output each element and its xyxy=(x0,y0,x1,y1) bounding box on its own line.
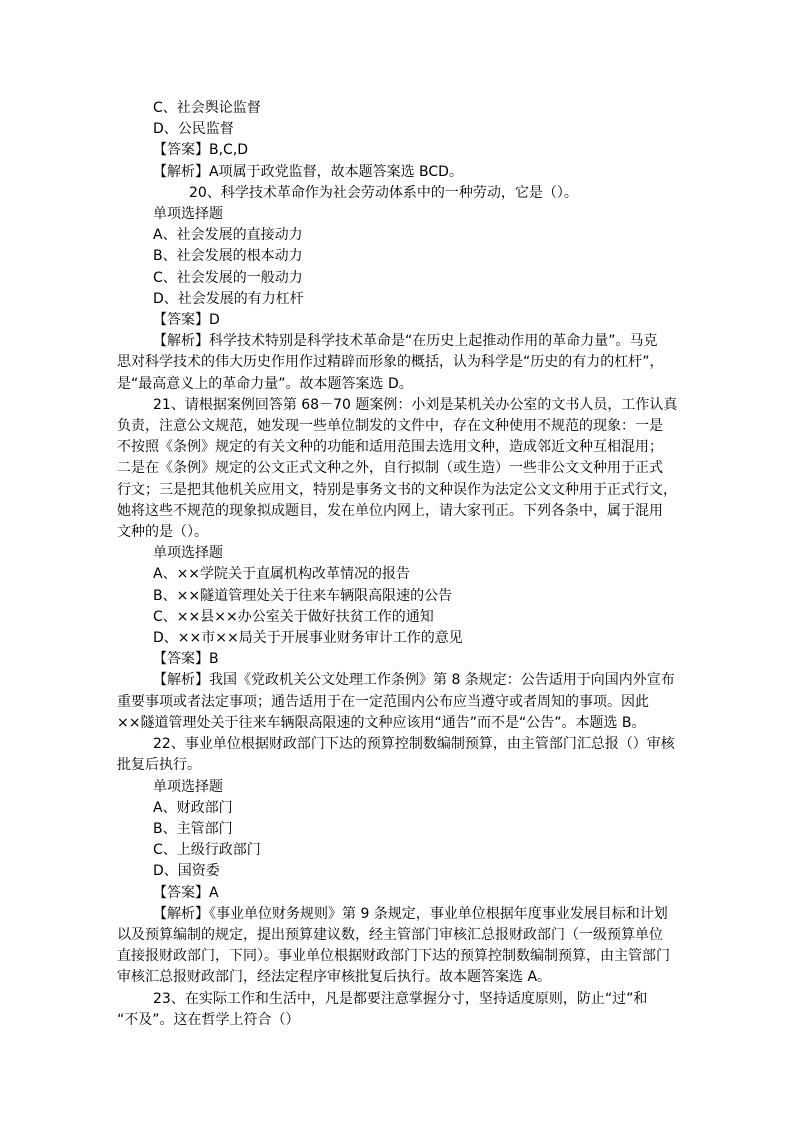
text-line: 20、科学技术革命作为社会劳动体系中的一种劳动，它是（）。 xyxy=(189,184,578,201)
text-line: 批复后执行。 xyxy=(117,757,201,774)
text-line: 以及预算编制的规定，提出预算建议数，经主管部门审核汇总报财政部门（一级预算单位 xyxy=(117,926,663,943)
text-line: D、公民监督 xyxy=(153,121,234,138)
text-line: 【答案】B xyxy=(153,651,219,668)
text-line: 不按照《条例》规定的有关文种的功能和适用范围去选用文种，造成邻近文种互相混用； xyxy=(117,439,663,456)
text-line: A、社会发展的直接动力 xyxy=(153,227,303,244)
text-line: D、社会发展的有力杠杆 xyxy=(153,290,304,307)
text-line: 22、事业单位根据财政部门下达的预算控制数编制预算，由主管部门汇总报（）审核 xyxy=(153,736,675,753)
text-line: 【解析】科学技术特别是科学技术革命是“在历史上起推动作用的革命力量”。马克 xyxy=(153,333,658,350)
text-line: 文种的是（）。 xyxy=(117,524,208,541)
text-line: 审核汇总报财政部门，经法定程序审核批复后执行。故本题答案选 A。 xyxy=(117,969,552,986)
text-line: B、主管部门 xyxy=(153,820,233,837)
text-line: 是“最高意义上的革命力量”。故本题答案选 D。 xyxy=(117,375,413,392)
text-line: 【答案】A xyxy=(153,884,219,901)
text-line: C、××县××办公室关于做好扶贫工作的通知 xyxy=(153,608,434,625)
text-line: ××隧道管理处关于往来车辆限高限速的文种应该用“通告”而不是“公告”。本题选 B。 xyxy=(117,714,646,731)
text-line: 她将这些不规范的现象拟成题目，发在单位内网上，请大家刊正。下列各条中，属于混用 xyxy=(117,502,663,519)
text-line: 负责，注意公文规范，她发现一些单位制发的文件中，存在文种使用不规范的现象：一是 xyxy=(117,418,663,435)
text-line: 23、在实际工作和生活中，凡是都要注意掌握分寸，坚持适度原则，防止“过”和 xyxy=(153,990,648,1007)
text-line: “不及”。这在哲学上符合（） xyxy=(117,1011,300,1028)
text-line: 直接报财政部门，下同）。事业单位根据财政部门下达的预算控制数编制预算，由主管部门 xyxy=(117,948,670,965)
text-line: C、上级行政部门 xyxy=(153,842,261,859)
text-line: 二是在《条例》规定的公文正式文种之外，自行拟制（或生造）一些非公文文种用于正式 xyxy=(117,460,663,477)
text-line: 【答案】B,C,D xyxy=(153,142,249,159)
text-line: A、财政部门 xyxy=(153,799,233,816)
text-line: 【答案】D xyxy=(153,312,220,329)
text-line: 思对科学技术的伟大历史作用作过精辟而形象的概括，认为科学是“历史的有力的杠杆”， xyxy=(117,354,664,371)
text-line: 【解析】A项属于政党监督，故本题答案选 BCD。 xyxy=(153,163,463,180)
text-line: 【解析】我国《党政机关公文处理工作条例》第 8 条规定：公告适用于向国内外宣布 xyxy=(153,672,675,689)
text-line: 21、请根据案例回答第 68－70 题案例：小刘是某机关办公室的文书人员，工作认真 xyxy=(153,396,678,413)
text-line: 单项选择题 xyxy=(153,545,223,562)
document-body xyxy=(117,98,680,1031)
text-line: D、国资委 xyxy=(153,863,220,880)
text-line: 【解析】《事业单位财务规则》第 9 条规定，事业单位根据年度事业发展目标和计划 xyxy=(153,905,668,922)
text-line: D、××市××局关于开展事业财务审计工作的意见 xyxy=(153,630,463,647)
text-line: B、社会发展的根本动力 xyxy=(153,248,303,265)
text-line: C、社会发展的一般动力 xyxy=(153,269,303,286)
text-line: A、××学院关于直属机构改革情况的报告 xyxy=(153,566,411,583)
text-line: 行文；三是把其他机关应用文，特别是事务文书的文种误作为法定公文文种用于正式行文， xyxy=(117,481,677,498)
text-line: C、社会舆论监督 xyxy=(153,100,261,116)
text-line: B、××隧道管理处关于往来车辆限高限速的公告 xyxy=(153,587,453,604)
text-line: 单项选择题 xyxy=(153,778,223,795)
text-line: 单项选择题 xyxy=(153,206,223,223)
text-line: 重要事项或者法定事项；通告适用于在一定范围内公布应当遵守或者周知的事项。因此 xyxy=(117,693,649,710)
